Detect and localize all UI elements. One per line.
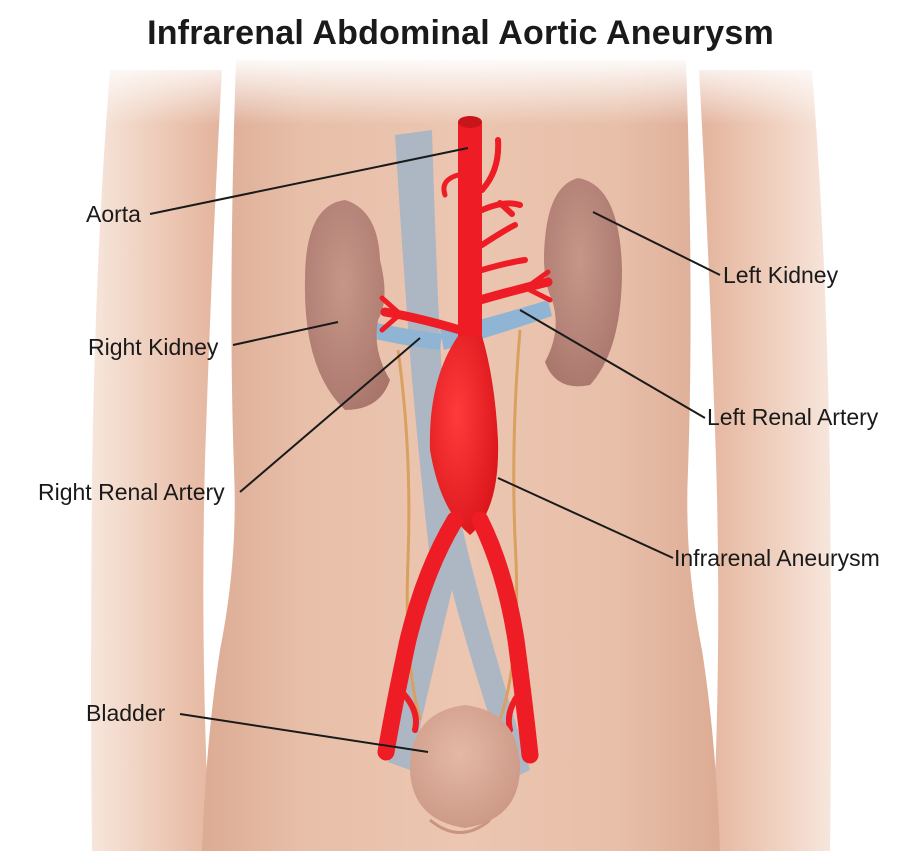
label-left-kidney: Left Kidney (723, 262, 839, 288)
top-fade (0, 55, 921, 125)
aorta-top (458, 116, 482, 128)
aorta-vessel (458, 119, 482, 343)
left-arm (699, 70, 831, 851)
bladder-organ (410, 705, 520, 828)
label-left-renal-artery: Left Renal Artery (707, 404, 879, 430)
diagram-title: Infrarenal Abdominal Aortic Aneurysm (147, 14, 774, 52)
right-arm (91, 70, 222, 851)
label-right-kidney: Right Kidney (88, 334, 219, 360)
label-bladder: Bladder (86, 700, 166, 726)
label-aorta: Aorta (86, 201, 141, 227)
label-infrarenal-aneurysm: Infrarenal Aneurysm (674, 545, 880, 571)
label-right-renal-artery: Right Renal Artery (38, 479, 225, 505)
